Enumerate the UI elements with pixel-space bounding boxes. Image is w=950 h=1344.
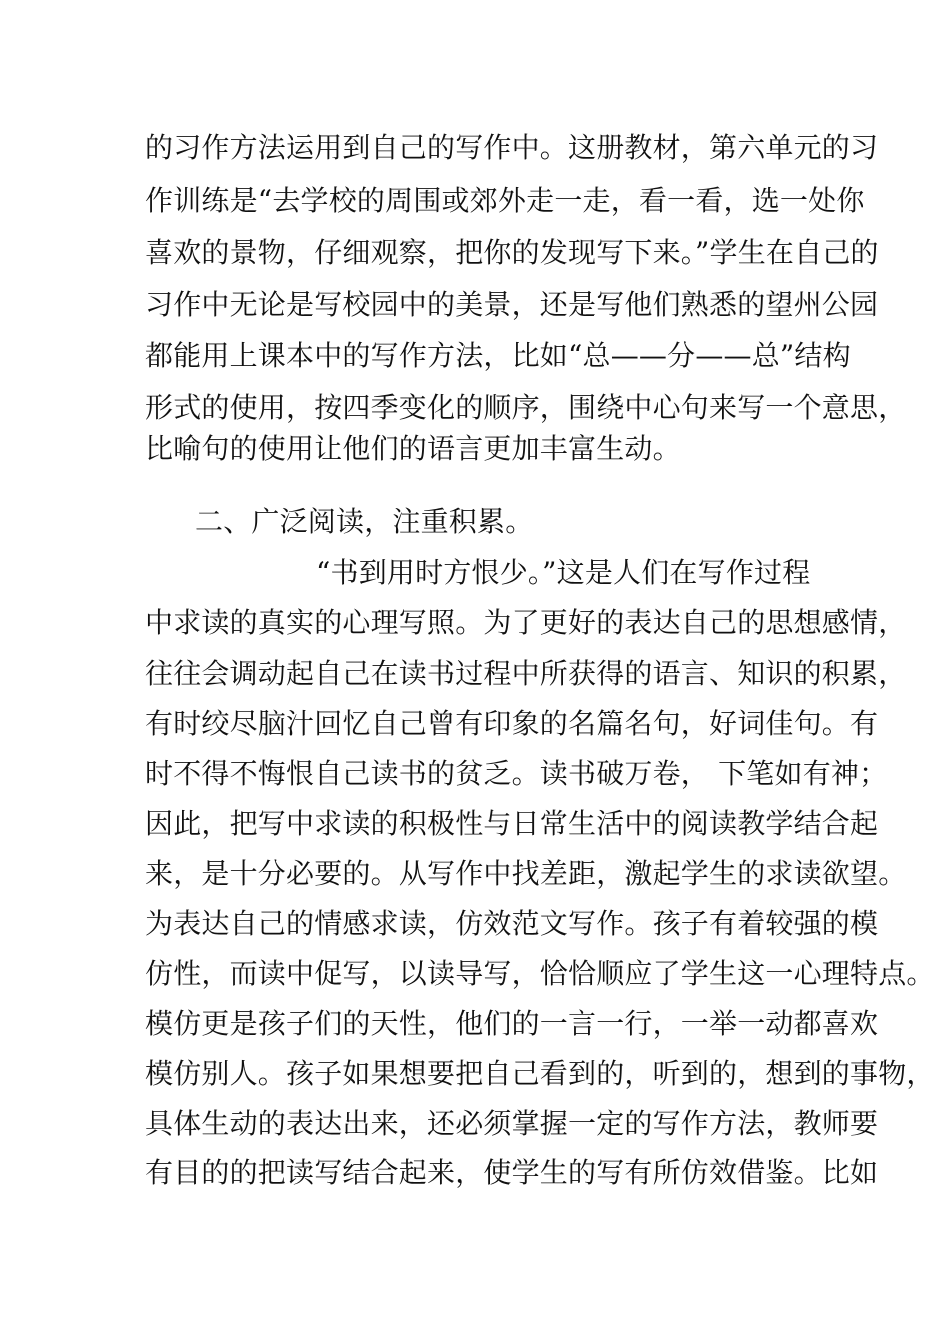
- text-line: “书到用时方恨少。”这是人们在写作过程: [316, 556, 811, 589]
- text-line: 时不得不悔恨自己读书的贫乏。读书破万卷， 下笔如有神；: [145, 757, 888, 790]
- text-line: 有目的的把读写结合起来，使学生的写有所仿效借鉴。比如: [145, 1156, 879, 1189]
- text-line: 来，是十分必要的。从写作中找差距，激起学生的求读欲望。: [145, 857, 907, 890]
- text-line: 的习作方法运用到自己的写作中。这册教材，第六单元的习: [145, 131, 879, 164]
- text-line: 习作中无论是写校园中的美景，还是写他们熟悉的望州公园: [145, 288, 879, 321]
- text-line: 形式的使用，按四季变化的顺序，围绕中心句来写一个意思，: [145, 391, 907, 424]
- text-line: 往往会调动起自己在读书过程中所获得的语言、知识的积累，: [145, 657, 907, 690]
- text-line: 仿性，而读中促写，以读导写，恰恰顺应了学生这一心理特点。: [145, 957, 935, 990]
- text-line: 中求读的真实的心理写照。为了更好的表达自己的思想感情，: [145, 606, 907, 639]
- text-line: 都能用上课本中的写作方法，比如“总——分——总”结构: [145, 339, 851, 372]
- text-line: 喜欢的景物，仔细观察，把你的发现写下来。”学生在自己的: [145, 236, 879, 269]
- text-line: 作训练是“去学校的周围或郊外走一走，看一看，选一处你: [145, 184, 865, 217]
- text-line: 为表达自己的情感求读，仿效范文写作。孩子有着较强的模: [145, 907, 879, 940]
- section-heading: 二、广泛阅读，注重积累。: [195, 505, 534, 538]
- text-line: 因此，把写中求读的积极性与日常生活中的阅读教学结合起: [145, 807, 879, 840]
- text-line: 模仿更是孩子们的天性，他们的一言一行，一举一动都喜欢: [145, 1007, 879, 1040]
- text-line: 比喻句的使用让他们的语言更加丰富生动。: [145, 432, 681, 465]
- text-line: 有时绞尽脑汁回忆自己曾有印象的名篇名句，好词佳句。有: [145, 707, 879, 740]
- text-line: 模仿别人。孩子如果想要把自己看到的，听到的，想到的事物，: [145, 1057, 935, 1090]
- text-line: 具体生动的表达出来，还必须掌握一定的写作方法，教师要: [145, 1107, 879, 1140]
